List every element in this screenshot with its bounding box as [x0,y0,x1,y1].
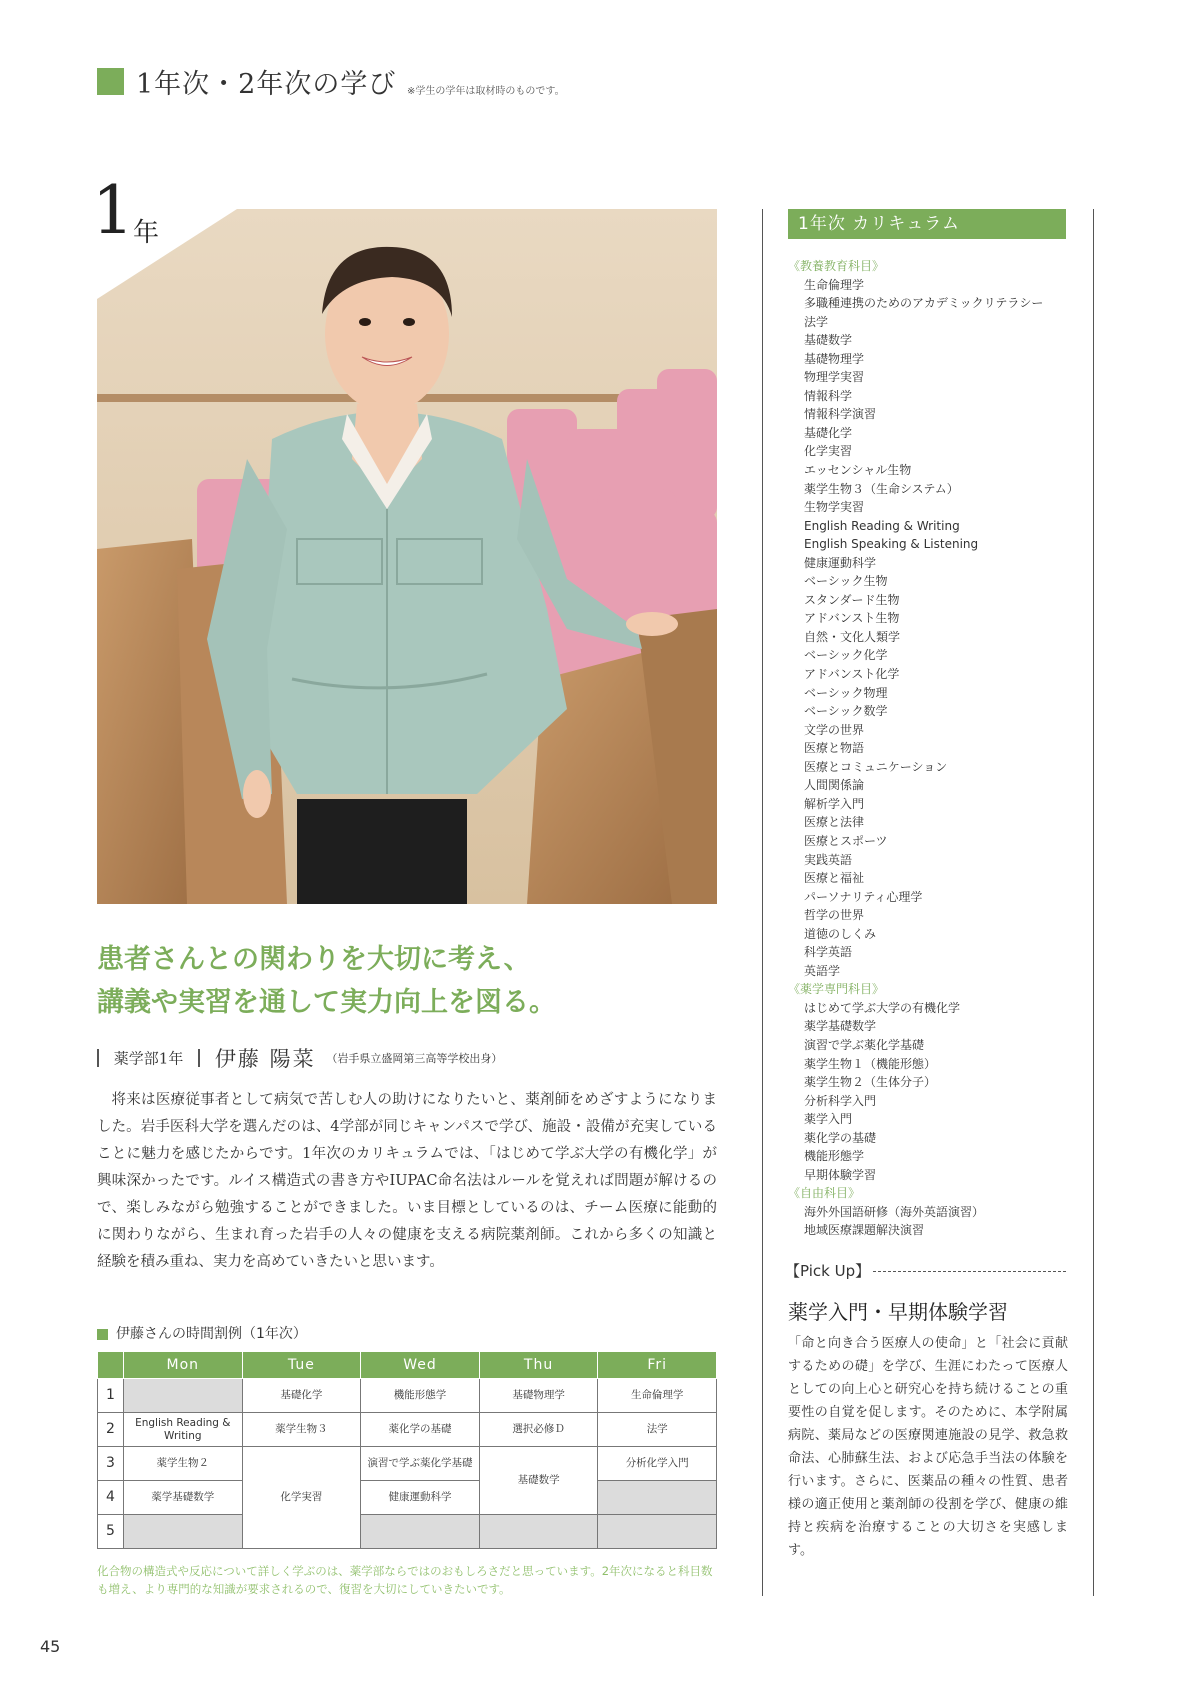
list-item: 英語学 [804,963,841,978]
timetable-cell: 化学実習 [242,1447,361,1549]
list-item: 文学の世界 [804,722,865,737]
curriculum-category: 《自由科目》 [788,1186,861,1201]
timetable-title-text: 伊藤さんの時間割例（1年次） [116,1326,307,1342]
list-item: 健康運動科学 [804,555,877,570]
pickup-title: 薬学入門・早期体験学習 [788,1300,1008,1324]
day-header: Thu [479,1352,598,1379]
timetable-cell: 分析化学入門 [598,1447,717,1481]
list-item: 化学実習 [804,444,853,459]
list-item: 人間関係論 [804,778,865,793]
list-item: はじめて学ぶ大学の有機化学 [804,1000,961,1015]
list-item: アドバンスト生物 [804,611,900,626]
year-label: 年 [133,218,160,248]
timetable-cell-empty [124,1515,243,1549]
list-item: 薬学基礎数学 [804,1019,877,1034]
day-header: Mon [124,1352,243,1379]
sidebar-divider-right [1093,209,1094,1596]
timetable-caption: 化合物の構造式や反応について詳しく学ぶのは、薬学部ならではのおもしろさだと思っています。2年次になると科目数も増え、より専門的な知識が要求されるので、復習を大切にしていきたいです。 [97,1564,713,1596]
period-number: 3 [98,1447,124,1481]
headline-line-2: 講義や実習を通して実力向上を図る。 [97,987,556,1018]
timetable-title [97,1323,307,1343]
list-item: 医療とコミュニケーション [804,759,948,774]
timetable-cell: 基礎化学 [242,1379,361,1413]
list-item: アドバンスト化学 [804,667,900,682]
list-item: 基礎物理学 [804,351,865,366]
interview-text: 将来は医療従事者として病気で苦しむ人の助けになりたいと、薬剤師をめざすようになりました。岩手医科大学を選んだのは、4学部が同じキャンパスで学び、施設・設備が充実していることに魅力を感じたからです。1年次のカリキュラムでは、「はじめて学ぶ大学の有機化学」が興味深かったです。ルイス構造式の書き方やIUPAC命名法はルールを覚えれば問題が解けるので、楽しみながら勉強することができました。いま目標としているのは、チーム医療に能動的に関わりながら、生まれ育った岩手の人々の健康を支える病院薬剤師。これから多くの知識と経験を積み重ね、実力を高めていきたいと思います。 [97,1092,717,1270]
period-number: 2 [98,1413,124,1447]
list-item: 情報科学演習 [804,407,877,422]
page-title: 1年次・2年次の学び [136,69,397,100]
timetable-corner [98,1352,124,1379]
list-item: 科学英語 [804,945,853,960]
timetable [97,1351,717,1549]
section-marker [97,1329,108,1340]
list-item: 自然・文化人類学 [804,629,901,644]
timetable-cell: 薬学生物２ [124,1447,243,1481]
list-item: 機能形態学 [804,1149,865,1164]
student-photo [97,209,717,904]
list-item: 実践英語 [804,852,853,867]
table-row [98,1481,717,1515]
day-header: Fri [598,1352,717,1379]
list-item: 薬学生物１（機能形態） [804,1056,937,1071]
list-item: スタンダード生物 [804,592,900,607]
list-item: 多職種連携のためのアカデミックリテラシー [804,296,1044,311]
list-item: パーソナリティ心理学 [804,889,923,904]
list-item: ベーシック数学 [804,704,888,719]
list-item: 道徳のしくみ [804,926,877,941]
list-item: 物理学実習 [804,370,865,385]
list-item: 薬学生物３（生命システム） [804,481,959,496]
curriculum-heading: 1年次 カリキュラム [788,209,1066,239]
list-item: 演習で学ぶ薬化学基礎 [804,1037,925,1052]
list-item: 薬化学の基礎 [804,1130,877,1145]
timetable-header-row [98,1352,717,1379]
list-item: ベーシック生物 [804,574,888,589]
pickup-text: 「命と向き合う医療人の使命」と「社会に貢献するための礎」を学び、生涯にわたって医療人としての向上心と研究心を持ち続けることの重要性の自覚を促します。そのために、本学附属病院、薬局などの医療関連施設の見学、救急救命法、心肺蘇生法、および応急手当法の体験を行います。さらに、医薬品の種々の性質、患者様の適正使用と薬剤師の役割を学び、健康の維持と疾病を治療することの大切さを実感します。 [788,1336,1068,1558]
headline [97,938,717,1024]
page-number: 45 [40,1637,61,1656]
section-marker [97,68,124,95]
divider [198,1049,200,1067]
list-item: 哲学の世界 [804,908,865,923]
list-item: 基礎化学 [804,425,853,440]
list-item: 早期体験学習 [804,1167,877,1182]
curriculum-category: 《教養教育科目》 [788,259,885,273]
student-name: 伊藤 陽菜 [214,1047,316,1071]
student-info [97,1043,503,1071]
period-number: 4 [98,1481,124,1515]
period-number: 1 [98,1379,124,1413]
period-number: 5 [98,1515,124,1549]
timetable-cell: English Reading & Writing [124,1413,243,1447]
timetable-cell: 選択必修Ｄ [479,1413,598,1447]
pickup-label: 【Pick Up】 [785,1262,871,1280]
day-header: Tue [242,1352,361,1379]
list-item: 薬学生物２（生体分子） [804,1075,937,1090]
timetable-cell: 機能形態学 [361,1379,480,1413]
timetable-cell: 薬化学の基礎 [361,1413,480,1447]
table-row [98,1515,717,1549]
timetable-cell-empty [598,1515,717,1549]
curriculum-list [788,257,1078,1240]
timetable-cell: 基礎数学 [479,1447,598,1515]
curriculum-category: 《薬学専門科目》 [788,982,885,997]
timetable-cell: 薬学生物３ [242,1413,361,1447]
timetable-cell-empty [479,1515,598,1549]
timetable-cell [124,1379,243,1413]
year-number: 1 [92,172,134,249]
timetable-cell: 基礎物理学 [479,1379,598,1413]
timetable-cell-empty [361,1515,480,1549]
list-item: エッセンシャル生物 [804,463,912,478]
table-row [98,1413,717,1447]
list-item: 海外外国語研修（海外英語演習） [804,1204,985,1219]
list-item: 薬学入門 [804,1112,853,1127]
list-item: 基礎数学 [804,333,853,348]
timetable-cell: 生命倫理学 [598,1379,717,1413]
student-school: （岩手県立盛岡第三高等学校出身） [326,1052,503,1065]
list-item: English Speaking & Listening [804,537,979,552]
timetable-cell: 薬学基礎数学 [124,1481,243,1515]
list-item: 医療とスポーツ [804,833,888,848]
timetable-cell: 演習で学ぶ薬化学基礎 [361,1447,480,1481]
timetable-cell-empty [598,1481,717,1515]
table-row [98,1379,717,1413]
timetable-cell: 法学 [598,1413,717,1447]
list-item: 医療と物語 [804,741,865,756]
day-header: Wed [361,1352,480,1379]
header-note: ※学生の学年は取材時のものです。 [407,86,565,97]
list-item: 医療と福祉 [804,871,865,886]
list-item: 地域医療課題解決演習 [804,1223,925,1238]
list-item: 法学 [804,314,829,329]
list-item: 生命倫理学 [804,277,865,292]
list-item: 情報科学 [804,388,853,403]
pickup-rule [873,1271,1066,1272]
list-item: 医療と法律 [804,815,865,830]
list-item: 解析学入門 [804,796,865,811]
headline-line-1: 患者さんとの関わりを大切に考え、 [97,944,531,975]
timetable-cell: 健康運動科学 [361,1481,480,1515]
sidebar-divider-left [762,209,763,1596]
student-department: 薬学部1年 [113,1049,184,1068]
list-item: 生物学実習 [804,500,865,515]
list-item: ベーシック化学 [804,648,888,663]
divider [97,1049,99,1067]
list-item: 分析科学入門 [804,1093,877,1108]
table-row [98,1447,717,1481]
list-item: ベーシック物理 [804,685,888,700]
list-item: English Reading & Writing [804,518,960,533]
